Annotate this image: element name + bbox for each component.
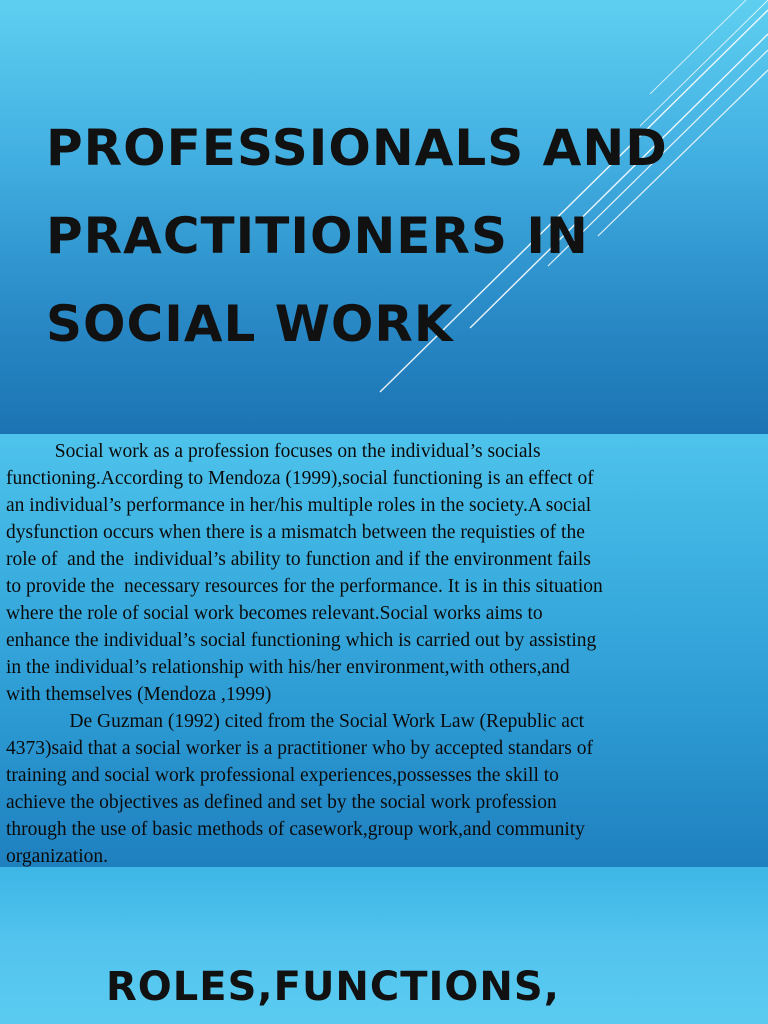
body-line: through the use of basic methods of casework,group work,and community [6, 819, 585, 840]
body-line: enhance the individual’s social functioning which is carried out by assisting [6, 630, 597, 651]
title-line-2: PRACTITIONERS IN [46, 207, 589, 265]
body-line: with themselves (Mendoza ,1999) [6, 684, 272, 705]
slide-subtitle: ROLES,FUNCTIONS, [106, 964, 560, 1010]
body-line: organization. [6, 846, 108, 867]
body-text-box [0, 434, 768, 867]
body-line: in the individual’s relationship with his/her environment,with others,and [6, 657, 570, 678]
body-line: an individual’s performance in her/his multiple roles in the society.A social [6, 495, 592, 516]
body-line: where the role of social work becomes relevant.Social works aims to [6, 603, 543, 624]
body-line: dysfunction occurs when there is a mismatch between the requisties of the [6, 522, 585, 543]
title-line-3: SOCIAL WORK [46, 295, 454, 353]
body-line: De Guzman (1992) cited from the Social Work Law (Republic act [6, 711, 585, 732]
body-line: training and social work professional experiences,possesses the skill to [6, 765, 559, 786]
title-slide [0, 0, 768, 434]
second-slide [0, 867, 768, 1024]
body-line: role of and the individual’s ability to function and if the environment fails [6, 549, 591, 570]
body-line: to provide the necessary resources for the performance. It is in this situation [6, 576, 603, 597]
body-line: Social work as a profession focuses on the individual’s socials [6, 441, 541, 462]
body-paragraphs [6, 438, 768, 870]
title-line-1: PROFESSIONALS AND [46, 119, 668, 177]
body-line: 4373)said that a social worker is a practitioner who by accepted standars of [6, 738, 593, 759]
slide-title [46, 104, 746, 368]
body-line: functioning.According to Mendoza (1999),social functioning is an effect of [6, 468, 594, 489]
body-line: achieve the objectives as defined and set by the social work profession [6, 792, 557, 813]
